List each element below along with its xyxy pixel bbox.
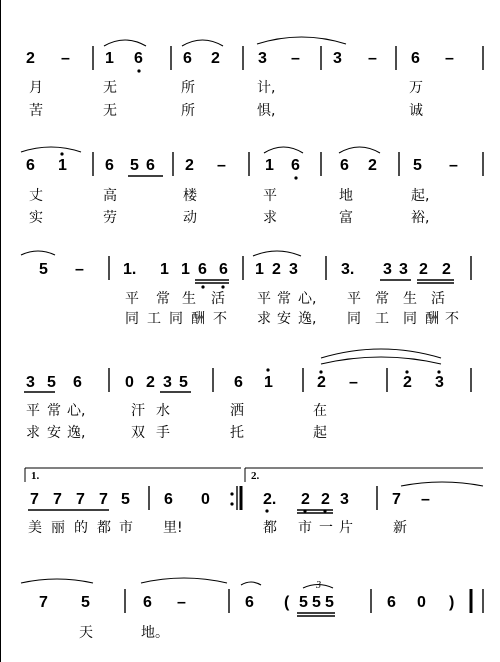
paren-close: ) — [449, 594, 455, 611]
lyric: 万 — [409, 80, 423, 96]
tie — [182, 40, 223, 46]
note: 7 — [30, 491, 39, 508]
lyric: 同 — [403, 311, 417, 327]
note: 3 — [399, 261, 408, 278]
lyric: 平 — [257, 291, 271, 307]
lyric: 平 — [125, 291, 139, 307]
triplet-number: 3 — [316, 580, 321, 591]
lyric: 平 — [26, 403, 40, 419]
dash: – — [368, 50, 377, 67]
note: 0 — [125, 374, 134, 391]
lyric: 诚 — [409, 103, 423, 119]
note: 2 — [211, 50, 220, 67]
lyric: 苦 — [29, 103, 43, 119]
tie — [321, 357, 441, 364]
lyric: 活 — [211, 291, 225, 307]
octave-dot — [201, 285, 204, 288]
lyric: 地 — [339, 188, 353, 204]
lyric: 劳 — [103, 210, 117, 226]
note: 6 — [219, 261, 228, 278]
note: 2 — [368, 157, 377, 174]
lyric: 楼 — [183, 188, 197, 204]
note: 6 — [183, 50, 192, 67]
lyric: 托 — [230, 425, 244, 441]
note: 5 — [130, 157, 139, 174]
note: 6 — [134, 50, 143, 67]
lyric: 手 — [156, 425, 170, 441]
lyric: 天 — [79, 625, 93, 641]
lyric: 地。 — [141, 625, 169, 641]
lyric: 求 — [263, 210, 277, 226]
note: 1 — [181, 261, 190, 278]
dash: – — [449, 157, 458, 174]
lyric: 汗 — [131, 403, 145, 419]
lyric: 活 — [431, 291, 445, 307]
note: 2 — [146, 374, 155, 391]
lyric: 常 — [47, 403, 61, 419]
note: 1 — [160, 261, 169, 278]
lyric: 里! — [163, 520, 183, 536]
tie — [141, 578, 227, 583]
lyric: 常 — [375, 291, 389, 307]
lyric: 新 — [393, 520, 407, 536]
note: 2 — [185, 157, 194, 174]
lyric: 丽 — [51, 520, 65, 536]
lyric: 求 — [26, 425, 40, 441]
lyric: 工 — [147, 311, 161, 327]
lyric: 双 — [131, 425, 145, 441]
lyric: 求 — [257, 311, 271, 327]
score-lines — [1, 0, 500, 662]
lyric: 惧, — [257, 103, 276, 119]
tie — [257, 37, 346, 44]
lyric: 的 — [74, 520, 88, 536]
note: 6 — [198, 261, 207, 278]
octave-dot — [266, 368, 269, 371]
tie — [21, 147, 81, 152]
note: 3 — [435, 374, 444, 391]
lyric: 在 — [313, 403, 327, 419]
lyric: 逸, — [298, 311, 317, 327]
tie — [339, 147, 380, 153]
dash: – — [217, 157, 226, 174]
note: 3 — [333, 50, 342, 67]
lyric: 无 — [103, 103, 117, 119]
note: 7 — [39, 594, 48, 611]
note: 6 — [26, 157, 35, 174]
note: 3 — [26, 374, 35, 391]
lyric: 片 — [339, 520, 353, 536]
note: 6 — [387, 594, 396, 611]
lyric: 逸, — [67, 425, 86, 441]
octave-dot — [221, 285, 224, 288]
lyric: 安 — [47, 425, 61, 441]
octave-dot — [230, 502, 233, 505]
octave-dot — [265, 509, 268, 512]
note: 5 — [81, 594, 90, 611]
note: 5 — [47, 374, 56, 391]
note: 6 — [340, 157, 349, 174]
lyric: 洒 — [230, 403, 244, 419]
lyric: 常 — [277, 291, 291, 307]
tie — [21, 251, 55, 255]
lyric: 起 — [313, 425, 327, 441]
lyric: 一 — [319, 520, 333, 536]
tie — [104, 40, 146, 46]
lyric: 所 — [181, 80, 195, 96]
lyric: 平 — [347, 291, 361, 307]
tie — [241, 582, 261, 585]
dash: – — [445, 50, 454, 67]
note: 6 — [411, 50, 420, 67]
note: 5 — [179, 374, 188, 391]
note: 1 — [255, 261, 264, 278]
note: 7 — [53, 491, 62, 508]
tie — [401, 482, 483, 486]
note: 0 — [417, 594, 426, 611]
dash: – — [291, 50, 300, 67]
lyric: 丈 — [29, 188, 43, 204]
lyric: 计, — [257, 80, 276, 96]
note: 0 — [201, 491, 210, 508]
lyric: 起, — [411, 188, 430, 204]
note: 5 — [325, 594, 334, 611]
note: 2 — [272, 261, 281, 278]
note: 6 — [73, 374, 82, 391]
note: 1 — [265, 157, 274, 174]
lyric: 生 — [182, 291, 196, 307]
octave-dot — [137, 69, 140, 72]
dash: – — [75, 261, 84, 278]
note: 2 — [442, 261, 451, 278]
lyric: 水 — [156, 403, 170, 419]
note: 3. — [341, 261, 355, 278]
note: 7 — [392, 491, 401, 508]
octave-dot — [294, 176, 297, 179]
paren-open: ( — [284, 594, 290, 611]
note: 2 — [317, 374, 326, 391]
note: 2. — [263, 491, 277, 508]
lyric: 酬 — [191, 311, 205, 327]
note: 6 — [164, 491, 173, 508]
lyric: 裕, — [411, 210, 430, 226]
note: 6 — [291, 157, 300, 174]
note: 3 — [258, 50, 267, 67]
octave-dot — [323, 509, 326, 512]
lyric: 安 — [277, 311, 291, 327]
lyric: 市 — [119, 520, 133, 536]
tie — [253, 251, 301, 256]
lyric: 不 — [445, 311, 459, 327]
note: 2 — [26, 50, 35, 67]
lyric: 同 — [169, 311, 183, 327]
lyric: 生 — [403, 291, 417, 307]
lyric: 动 — [183, 210, 197, 226]
note: 1 — [58, 157, 67, 174]
note: 1. — [123, 261, 137, 278]
note: 7 — [99, 491, 108, 508]
note: 1 — [264, 374, 273, 391]
lyric: 心, — [67, 403, 86, 419]
note: 3 — [163, 374, 172, 391]
lyric: 工 — [375, 311, 389, 327]
lyric: 都 — [97, 520, 111, 536]
lyric: 所 — [181, 103, 195, 119]
lyric: 美 — [28, 520, 42, 536]
note: 6 — [234, 374, 243, 391]
lyric: 不 — [213, 311, 227, 327]
note: 2 — [403, 374, 412, 391]
note: 5 — [299, 594, 308, 611]
volta-label: 1. — [31, 470, 40, 482]
lyric: 同 — [125, 311, 139, 327]
note: 3 — [340, 491, 349, 508]
tie — [264, 147, 303, 153]
lyric: 高 — [103, 188, 117, 204]
lyric: 同 — [347, 311, 361, 327]
lyric: 月 — [29, 80, 43, 96]
note: 1 — [105, 50, 114, 67]
note: 5 — [121, 491, 130, 508]
dash: – — [61, 50, 70, 67]
note: 2 — [419, 261, 428, 278]
note: 6 — [105, 157, 114, 174]
octave-dot — [60, 152, 63, 155]
lyric: 酬 — [425, 311, 439, 327]
note: 6 — [245, 594, 254, 611]
note: 5 — [39, 261, 48, 278]
dash: – — [421, 491, 430, 508]
note: 2 — [301, 491, 310, 508]
note: 5 — [413, 157, 422, 174]
note: 3 — [383, 261, 392, 278]
note: 3 — [289, 261, 298, 278]
lyric: 无 — [103, 80, 117, 96]
note: 7 — [76, 491, 85, 508]
note: 6 — [143, 594, 152, 611]
lyric: 市 — [298, 520, 312, 536]
note: 6 — [146, 157, 155, 174]
volta-label: 2. — [251, 470, 260, 482]
note: 5 — [312, 594, 321, 611]
lyric: 富 — [339, 210, 353, 226]
tie — [21, 579, 93, 583]
lyric: 都 — [263, 520, 277, 536]
octave-dot — [303, 509, 306, 512]
lyric: 常 — [156, 291, 170, 307]
dash: – — [349, 374, 358, 391]
dash: – — [177, 594, 186, 611]
lyric: 心, — [298, 291, 317, 307]
lyric: 平 — [263, 188, 277, 204]
lyric: 实 — [29, 210, 43, 226]
octave-dot — [230, 492, 233, 495]
note: 2 — [321, 491, 330, 508]
